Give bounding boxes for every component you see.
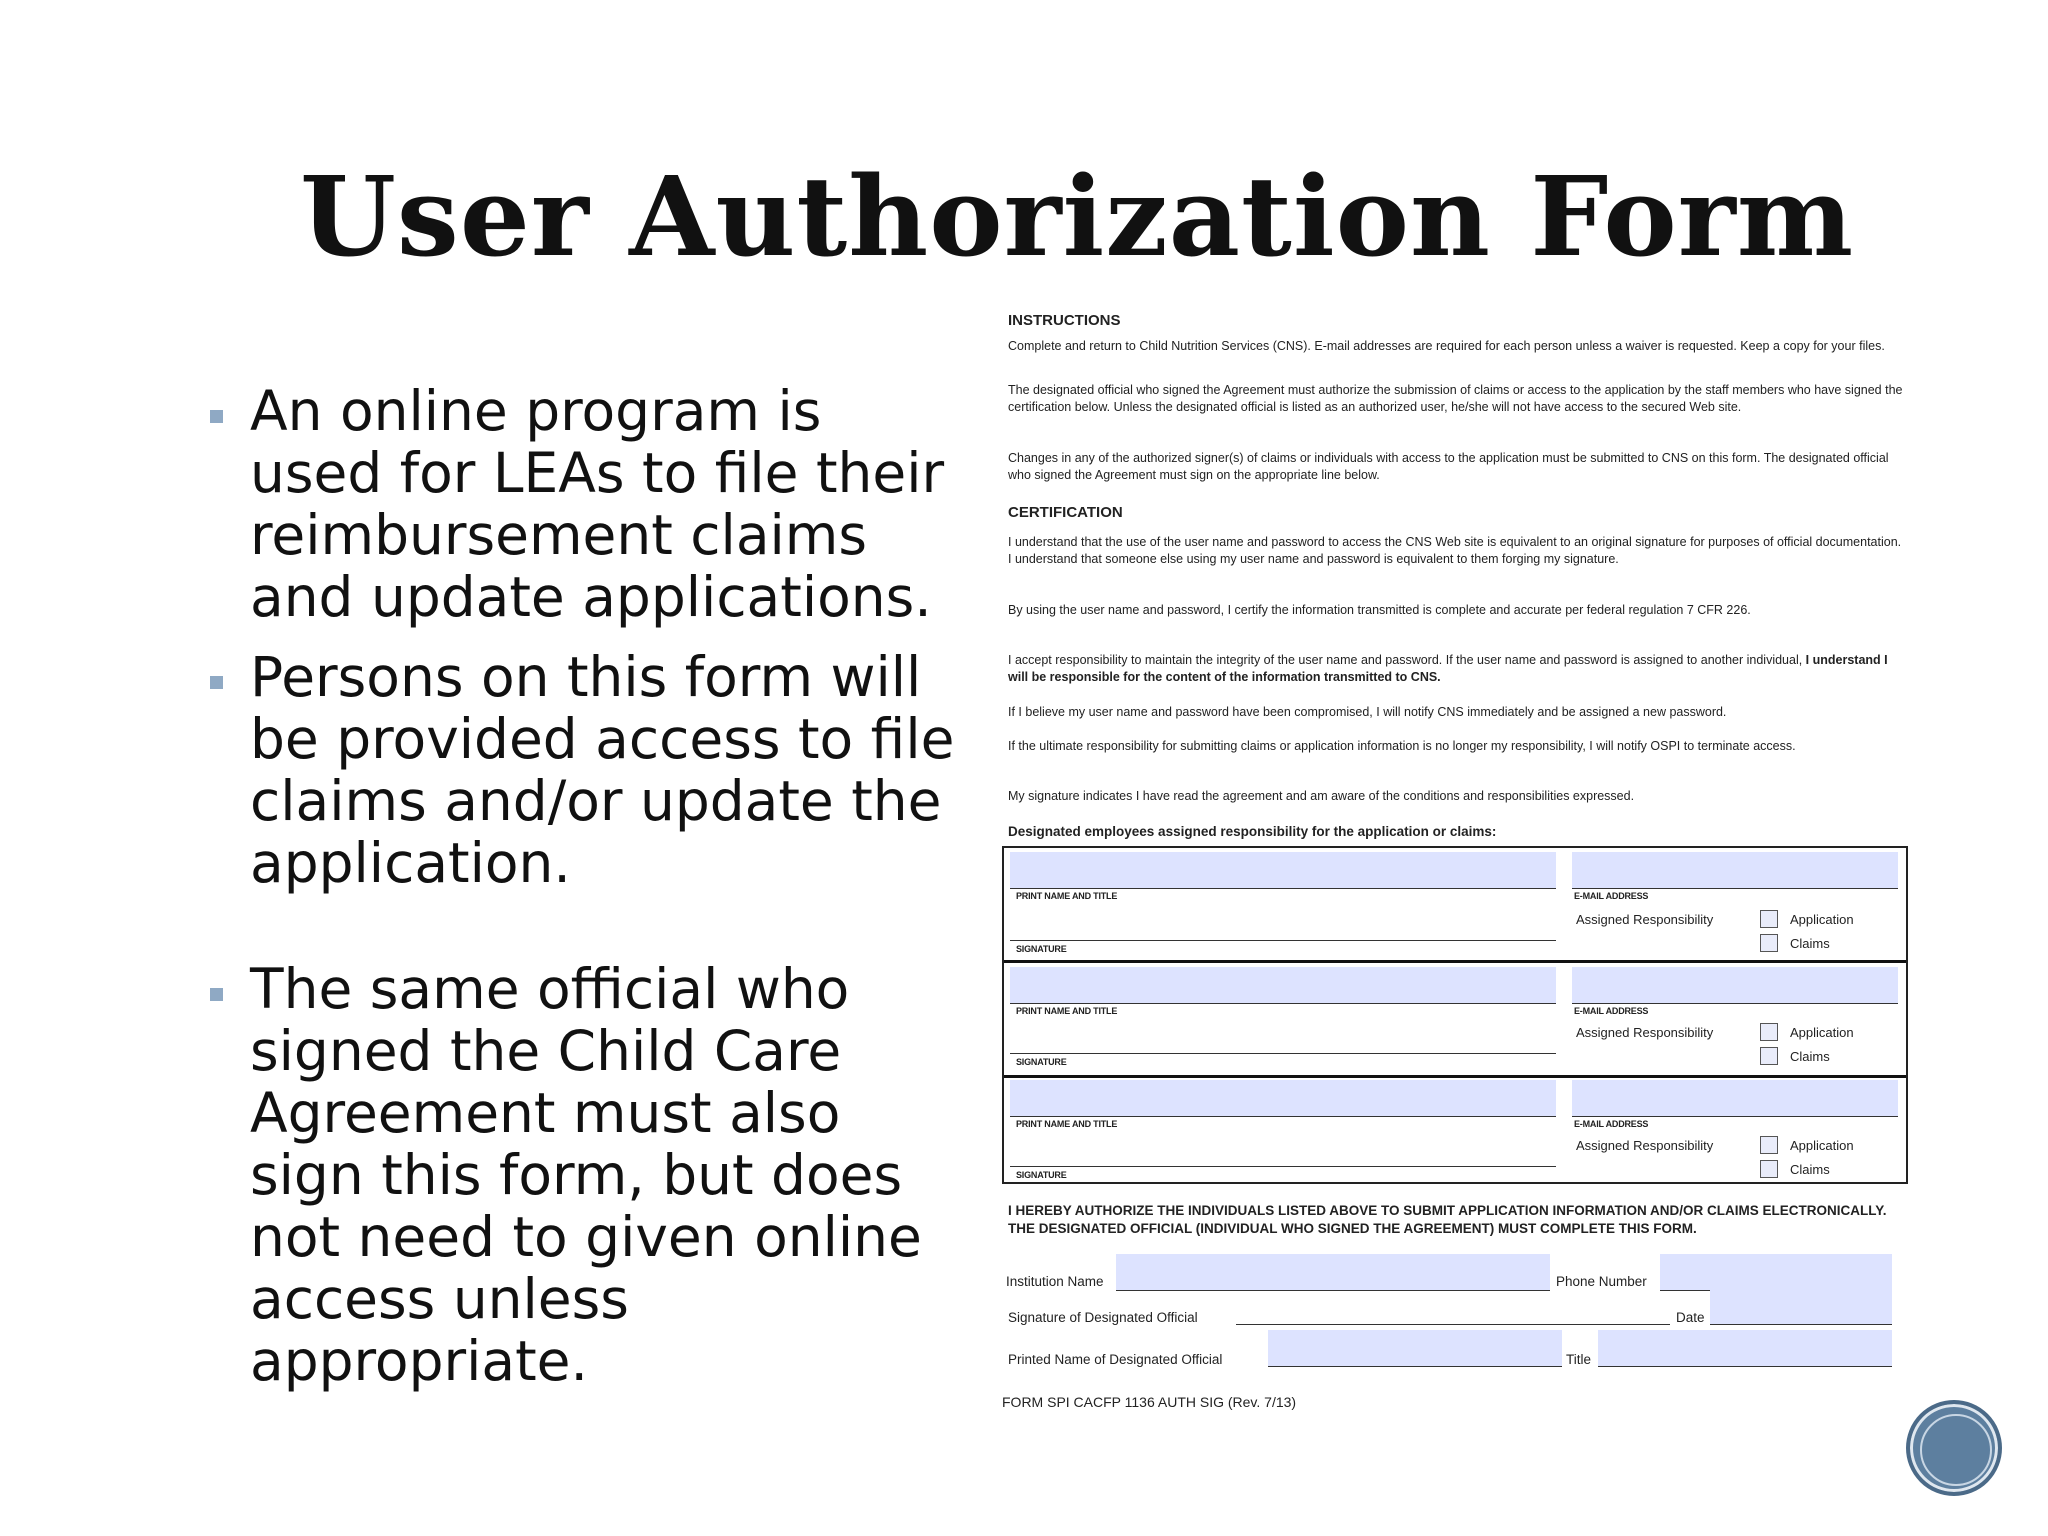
- claims-label: Claims: [1790, 936, 1830, 951]
- institution-name-label: Institution Name: [1006, 1274, 1104, 1289]
- signature-label: SIGNATURE: [1016, 944, 1067, 954]
- email-label: E-MAIL ADDRESS: [1574, 1006, 1649, 1016]
- certification-paragraph: I understand that the use of the user name and password to access the CNS Web site is equivalent to an original signature for purposes of official documentation. I understand that someone else using my user name and password is equivalent to them forging my signature.: [1008, 535, 1902, 566]
- phone-number-field[interactable]: [1660, 1254, 1892, 1290]
- assigned-responsibility-label: Assigned Responsibility: [1576, 1138, 1714, 1153]
- email-field[interactable]: [1572, 852, 1898, 888]
- instructions-paragraph: The designated official who signed the Agreement must authorize the submission of claims or access to the application by the staff members who have signed the certification below. Unless the designated official is listed as an authorized user, he/she will not have access to the secured Web site.: [1008, 383, 1903, 414]
- phone-number-label: Phone Number: [1556, 1274, 1647, 1289]
- printed-name-official-field[interactable]: [1268, 1330, 1562, 1366]
- certification-heading: CERTIFICATION: [1008, 504, 1123, 521]
- email-label: E-MAIL ADDRESS: [1574, 891, 1649, 901]
- application-label: Application: [1790, 1025, 1854, 1040]
- application-label: Application: [1790, 912, 1854, 927]
- signature-official-label: Signature of Designated Official: [1008, 1310, 1198, 1325]
- bullet-list: [210, 380, 970, 1392]
- form-id: FORM SPI CACFP 1136 AUTH SIG (Rev. 7/13): [1002, 1394, 1297, 1410]
- application-label: Application: [1790, 1138, 1854, 1153]
- bullet-item: [210, 646, 970, 894]
- employees-table: [1002, 846, 1908, 1184]
- application-checkbox[interactable]: [1760, 1136, 1778, 1154]
- print-name-label: PRINT NAME AND TITLE: [1016, 1119, 1118, 1129]
- claims-label: Claims: [1790, 1162, 1830, 1177]
- title-field[interactable]: [1598, 1330, 1892, 1366]
- assigned-responsibility-label: Assigned Responsibility: [1576, 912, 1714, 927]
- print-name-field[interactable]: [1010, 967, 1556, 1003]
- employees-heading: Designated employees assigned responsibility for the application or claims:: [1008, 824, 1497, 839]
- signature-line: [1010, 940, 1556, 941]
- instructions-heading: INSTRUCTIONS: [1008, 312, 1121, 329]
- email-label: E-MAIL ADDRESS: [1574, 1119, 1649, 1129]
- certification-paragraph: By using the user name and password, I certify the information transmitted is complete and accurate per federal regulation 7 CFR 226.: [1008, 603, 1751, 617]
- claims-checkbox[interactable]: [1760, 934, 1778, 952]
- authorization-statement: I HEREBY AUTHORIZE THE INDIVIDUALS LISTED ABOVE TO SUBMIT APPLICATION INFORMATION AND/OR CLAIMS ELECTRONICALLY. THE DESIGNATED OFFICIAL (INDIVIDUAL WHO SIGNED THE AGREEMENT) MUST COMPLETE THIS FORM.: [1008, 1203, 1887, 1236]
- employee-row: [1004, 1078, 1906, 1190]
- institution-name-field[interactable]: [1116, 1254, 1550, 1290]
- certification-paragraph: My signature indicates I have read the agreement and am aware of the conditions and responsibilities expressed.: [1008, 789, 1635, 803]
- email-field[interactable]: [1572, 967, 1898, 1003]
- claims-checkbox[interactable]: [1760, 1047, 1778, 1065]
- instructions-paragraph: Changes in any of the authorized signer(s) of claims or individuals with access to the application must be submitted to CNS on this form. The designated official who signed the Agreement must sign on the appropriate line below.: [1008, 451, 1889, 482]
- nav-ring-icon: [1920, 1414, 1992, 1486]
- bullet-item: [210, 958, 970, 1392]
- date-field[interactable]: [1710, 1290, 1892, 1324]
- bullet-text: An online program is used for LEAs to file their reimbursement claims and update applications.: [250, 379, 945, 629]
- certification-paragraph: If I believe my user name and password have been compromised, I will notify CNS immediately and be assigned a new password.: [1008, 705, 1727, 719]
- print-name-field[interactable]: [1010, 1080, 1556, 1116]
- email-field[interactable]: [1572, 1080, 1898, 1116]
- assigned-responsibility-label: Assigned Responsibility: [1576, 1025, 1714, 1040]
- bullet-marker-icon: [210, 676, 223, 689]
- employee-row: [1004, 848, 1906, 963]
- authorization-form-image: [1000, 308, 1920, 1428]
- application-checkbox[interactable]: [1760, 910, 1778, 928]
- signature-official-line: [1236, 1324, 1670, 1325]
- instructions-paragraph: Complete and return to Child Nutrition Services (CNS). E-mail addresses are required for each person unless a waiver is requested. Keep a copy for your files.: [1008, 339, 1885, 353]
- slide-title: User Authorization Form: [300, 152, 1855, 281]
- certification-bold-text: I understand I will be responsible for the content of the information transmitted to CNS.: [1008, 653, 1888, 684]
- certification-paragraph: If the ultimate responsibility for submitting claims or application information is no longer my responsibility, I will notify OSPI to terminate access.: [1008, 739, 1796, 753]
- application-checkbox[interactable]: [1760, 1023, 1778, 1041]
- bullet-item: [210, 380, 970, 628]
- print-name-field[interactable]: [1010, 852, 1556, 888]
- signature-label: SIGNATURE: [1016, 1057, 1067, 1067]
- claims-label: Claims: [1790, 1049, 1830, 1064]
- bullet-text: The same official who signed the Child Care Agreement must also sign this form, but does not need to given online access unless appropriate.: [250, 957, 922, 1393]
- employee-row: [1004, 963, 1906, 1078]
- claims-checkbox[interactable]: [1760, 1160, 1778, 1178]
- title-label: Title: [1566, 1352, 1592, 1367]
- signature-label: SIGNATURE: [1016, 1170, 1067, 1180]
- signature-line: [1010, 1053, 1556, 1054]
- circle-nav-button[interactable]: [1906, 1400, 2002, 1496]
- certification-text: I accept responsibility to maintain the integrity of the user name and password. If the user name and password is assigned to another individual,: [1008, 653, 1806, 667]
- print-name-label: PRINT NAME AND TITLE: [1016, 891, 1118, 901]
- date-label: Date: [1676, 1310, 1705, 1325]
- print-name-label: PRINT NAME AND TITLE: [1016, 1006, 1118, 1016]
- printed-name-official-label: Printed Name of Designated Official: [1008, 1352, 1223, 1367]
- bullet-marker-icon: [210, 988, 223, 1001]
- bullet-marker-icon: [210, 410, 223, 423]
- signature-line: [1010, 1166, 1556, 1167]
- bullet-text: Persons on this form will be provided access to file claims and/or update the application.: [250, 645, 955, 895]
- certification-paragraph: [1008, 652, 1908, 686]
